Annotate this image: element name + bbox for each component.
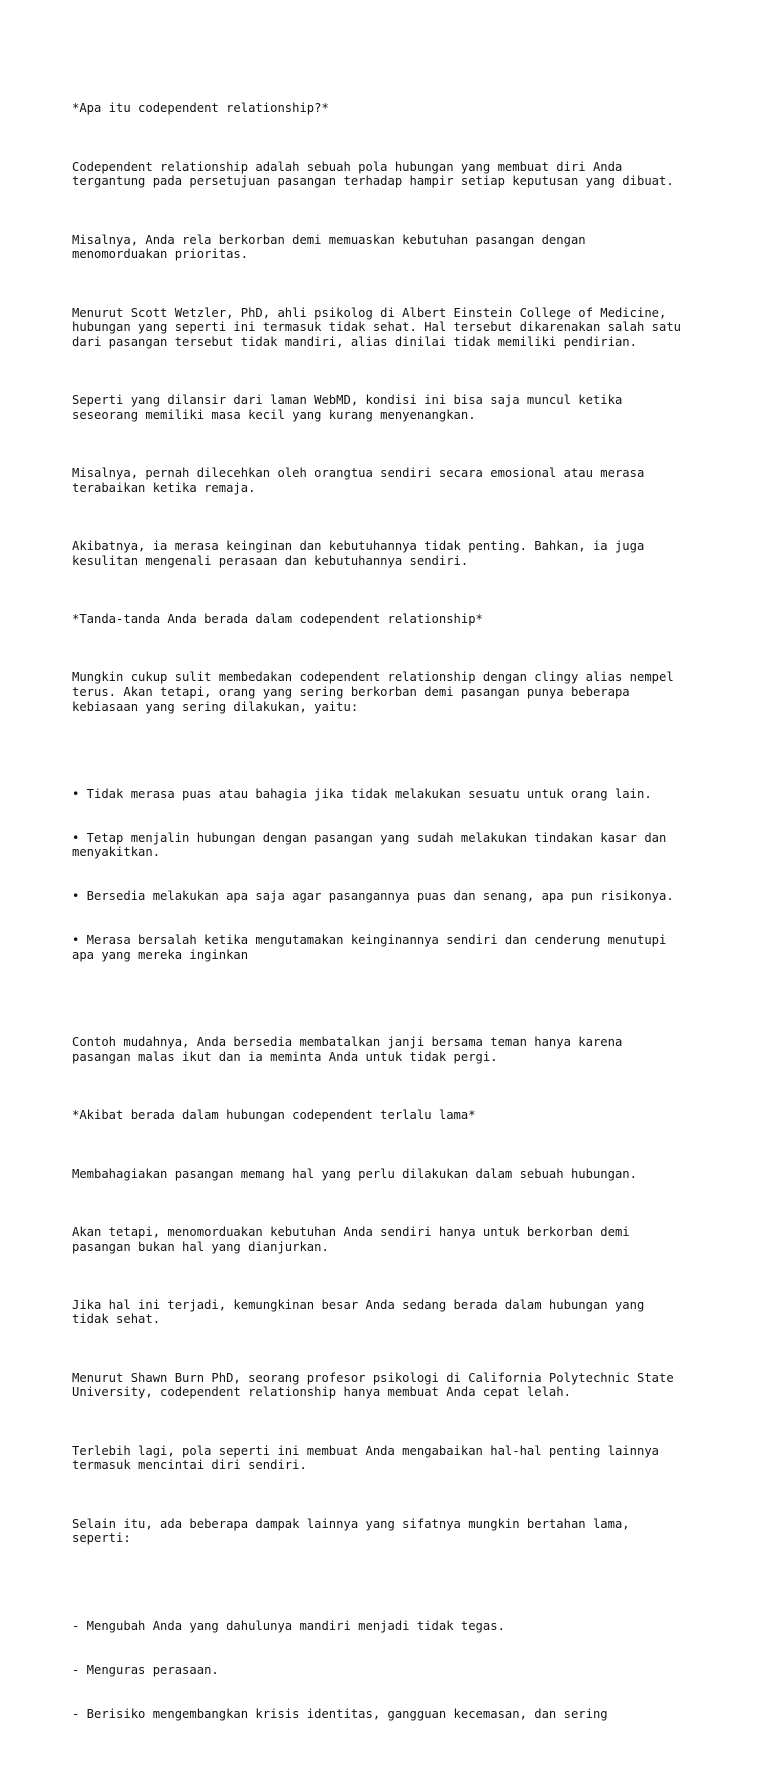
paragraph: Menurut Scott Wetzler, PhD, ahli psikolog di Albert Einstein College of Medicine, hubungan yang seperti ini termasuk tidak sehat. Hal tersebut dikarenakan salah satu dari pasangan tersebut tidak mandiri, alias dinilai tidak memiliki pendirian. bbox=[72, 305, 682, 349]
list-item: • Merasa bersalah ketika mengutamakan keinginannya sendiri dan cenderung menutupi apa yang mereka inginkan bbox=[72, 933, 667, 962]
paragraph: Misalnya, Anda rela berkorban demi memuaskan kebutuhan pasangan dengan menomorduakan prioritas. bbox=[72, 232, 586, 262]
document-page bbox=[72, 72, 732, 1765]
list-item: - Menguras perasaan. bbox=[72, 1662, 219, 1677]
paragraph: Misalnya, pernah dilecehkan oleh orangtua sendiri secara emosional atau merasa terabaikan ketika remaja. bbox=[72, 466, 645, 495]
paragraph: Contoh mudahnya, Anda bersedia membatalkan janji bersama teman hanya karena pasangan malas ikut dan ia meminta Anda untuk tidak pergi. bbox=[72, 1035, 623, 1064]
paragraph: Seperti yang dilansir dari laman WebMD, kondisi ini bisa saja muncul ketika seseorang memiliki masa kecil yang kurang menyenangkan. bbox=[72, 393, 623, 422]
paragraph: Membahagiakan pasangan memang hal yang perlu dilakukan dalam sebuah hubungan. bbox=[72, 1166, 637, 1181]
list-item: • Tidak merasa puas atau bahagia jika tidak melakukan sesuatu untuk orang lain. bbox=[72, 787, 652, 802]
list-item: - Mengubah Anda yang dahulunya mandiri menjadi tidak tegas. bbox=[72, 1618, 505, 1633]
section-heading-what-is: *Apa itu codependent relationship?* bbox=[72, 101, 329, 116]
paragraph: Menurut Shawn Burn PhD, seorang profesor psikologi di California Polytechnic State University, codependent relationship hanya membuat Anda cepat lelah. bbox=[72, 1370, 674, 1400]
paragraph: Akan tetapi, menomorduakan kebutuhan Anda sendiri hanya untuk berkorban demi pasangan bukan hal yang dianjurkan. bbox=[72, 1224, 630, 1254]
dash-list bbox=[72, 1590, 732, 1751]
section-heading-effects: *Akibat berada dalam hubungan codependent terlalu lama* bbox=[72, 1108, 476, 1123]
paragraph: Mungkin cukup sulit membedakan codependent relationship dengan clingy alias nempel terus. Akan tetapi, orang yang sering berkorban demi pasangan punya beberapa kebiasaan yang sering dilakukan, yaitu: bbox=[72, 670, 674, 714]
list-item: • Tetap menjalin hubungan dengan pasangan yang sudah melakukan tindakan kasar dan menyakitkan. bbox=[72, 830, 667, 860]
bullet-list bbox=[72, 758, 732, 992]
paragraph: Akibatnya, ia merasa keinginan dan kebutuhannya tidak penting. Bahkan, ia juga kesulitan mengenali perasaan dan kebutuhannya sendiri. bbox=[72, 539, 645, 568]
list-item: - Berisiko mengembangkan krisis identitas, gangguan kecemasan, dan sering bbox=[72, 1706, 608, 1721]
paragraph: Jika hal ini terjadi, kemungkinan besar Anda sedang berada dalam hubungan yang tidak sehat. bbox=[72, 1297, 645, 1327]
paragraph: Codependent relationship adalah sebuah pola hubungan yang membuat diri Anda tergantung pada persetujuan pasangan terhadap hampir setiap keputusan yang dibuat. bbox=[72, 159, 674, 189]
section-heading-signs: *Tanda-tanda Anda berada dalam codependent relationship* bbox=[72, 611, 483, 626]
paragraph: Selain itu, ada beberapa dampak lainnya yang sifatnya mungkin bertahan lama, seperti: bbox=[72, 1516, 630, 1546]
list-item: • Bersedia melakukan apa saja agar pasangannya puas dan senang, apa pun risikonya. bbox=[72, 889, 674, 904]
paragraph: Terlebih lagi, pola seperti ini membuat Anda mengabaikan hal-hal penting lainnya termasuk mencintai diri sendiri. bbox=[72, 1443, 659, 1473]
